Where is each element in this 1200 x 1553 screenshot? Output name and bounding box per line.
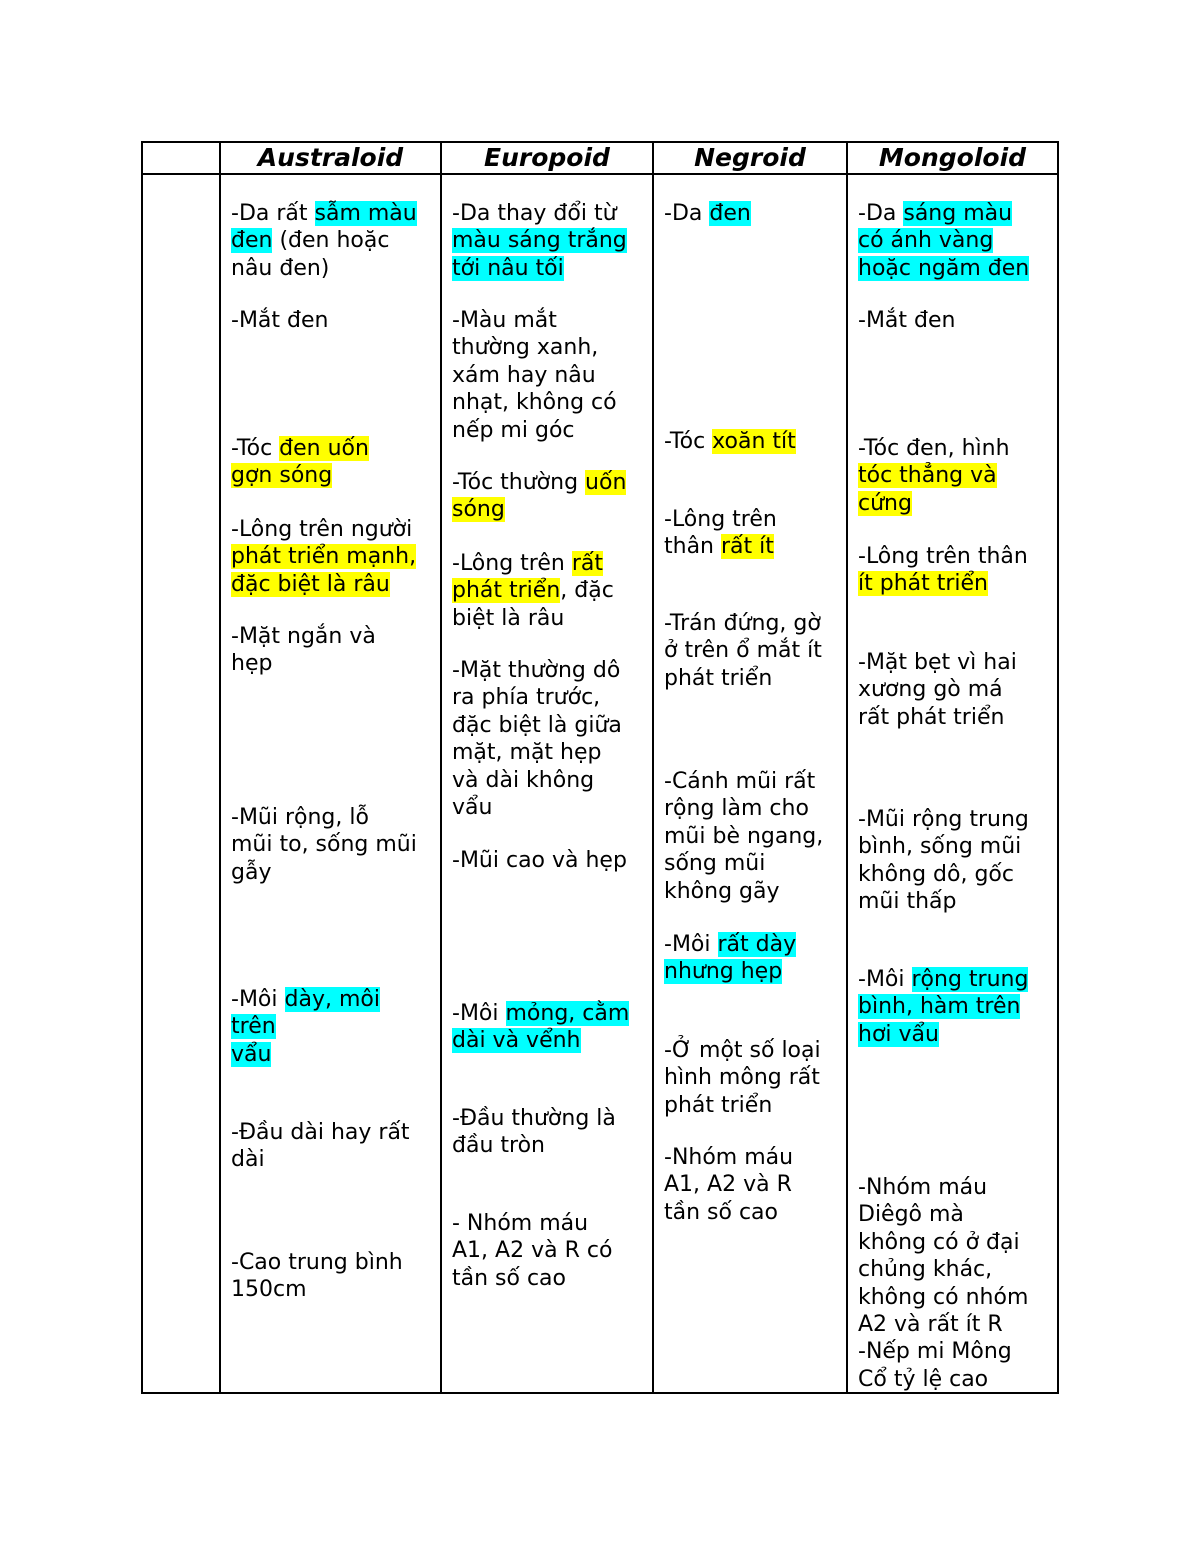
table-right-border xyxy=(1057,141,1059,1394)
mongoloid-trait-2 xyxy=(858,307,1057,334)
header-negroid: Negroid xyxy=(694,143,806,172)
australoid-trait-2 xyxy=(231,307,439,334)
trait-text: -Tóc đen, hình xyxy=(858,436,1010,461)
europoid-trait-5 xyxy=(452,657,652,821)
mongoloid-trait-6 xyxy=(858,806,1057,916)
trait-text: -Mũi rộng trung bình, sống mũi không dô, gốc mũi thấp xyxy=(858,807,1029,915)
trait-text: -Môi xyxy=(452,1001,506,1026)
negroid-trait-1 xyxy=(664,200,846,227)
trait-text: -Tóc thường xyxy=(452,470,586,495)
highlighted-text: mỏng, cằm dài và vểnh xyxy=(452,1001,630,1054)
europoid-trait-7 xyxy=(452,1000,652,1055)
mongoloid-trait-1 xyxy=(858,200,1057,282)
trait-text: -Môi xyxy=(664,932,718,957)
trait-text: -Ở một số loại hình mông rất phát triển xyxy=(664,1038,821,1118)
australoid-trait-1 xyxy=(231,200,439,282)
trait-text: -Mắt đen xyxy=(231,308,329,333)
australoid-trait-7 xyxy=(231,986,439,1068)
australoid-trait-5 xyxy=(231,623,439,678)
australoid-trait-3 xyxy=(231,435,439,490)
highlighted-text: rất phát triển xyxy=(452,551,603,604)
highlighted-text: đen uốn gợn sóng xyxy=(231,436,369,489)
trait-text: -Nhóm máu A1, A2 và R tần số cao xyxy=(664,1145,794,1225)
trait-text: -Lông trên người xyxy=(231,517,413,542)
trait-text: -Da xyxy=(858,201,904,226)
column-divider-3 xyxy=(652,141,654,1394)
mongoloid-trait-7 xyxy=(858,966,1057,1048)
highlighted-text: rất ít xyxy=(721,534,774,560)
trait-text: -Môi xyxy=(858,967,912,992)
trait-text: -Mũi cao và hẹp xyxy=(452,848,627,873)
trait-text: -Đầu thường là đầu tròn xyxy=(452,1106,616,1159)
trait-text: -Lông trên xyxy=(452,551,572,576)
trait-text: -Da rất xyxy=(231,201,315,226)
trait-text: -Cánh mũi rất rộng làm cho mũi bè ngang, sống mũi không gãy xyxy=(664,769,824,904)
negroid-trait-6 xyxy=(664,931,846,986)
trait-text: -Lông trên thân xyxy=(858,544,1028,569)
highlighted-text: đen xyxy=(709,201,751,226)
trait-text: -Tóc xyxy=(664,429,713,454)
column-divider-4 xyxy=(846,141,848,1394)
header-mongoloid: Mongoloid xyxy=(878,143,1027,172)
trait-text: -Nhóm máu Diêgô mà không có ở đại chủng khác, không có nhóm A2 và rất ít R -Nếp mi Mông Cổ tỷ lệ cao xyxy=(858,1175,1029,1392)
mongoloid-trait-5 xyxy=(858,649,1057,731)
negroid-trait-5 xyxy=(664,768,846,905)
trait-text: -Da thay đổi từ xyxy=(452,201,617,226)
highlighted-text: rộng trung bình, hàm trên hơi vẩu xyxy=(858,967,1029,1047)
negroid-trait-8 xyxy=(664,1144,846,1226)
europoid-trait-4 xyxy=(452,550,652,632)
trait-text: -Da xyxy=(664,201,710,226)
highlighted-text: sáng màu có ánh vàng hoặc ngăm đen xyxy=(858,201,1030,281)
negroid-trait-3 xyxy=(664,506,846,561)
mongoloid-trait-3 xyxy=(858,435,1057,517)
trait-text: -Đầu dài hay rất dài xyxy=(231,1120,410,1173)
trait-text: -Cao trung bình 150cm xyxy=(231,1250,403,1303)
highlighted-text: tóc thẳng và cứng xyxy=(858,463,997,516)
mongoloid-trait-8 xyxy=(858,1174,1057,1393)
header-bottom-border xyxy=(141,173,1059,175)
trait-text: -Mặt thường dô ra phía trước, đặc biệt là giữa mặt, mặt hẹp và dài không vẩu xyxy=(452,658,622,821)
trait-text: -Mặt ngắn và hẹp xyxy=(231,624,376,677)
table-left-border xyxy=(141,141,143,1394)
europoid-trait-8 xyxy=(452,1105,652,1160)
highlighted-text: màu sáng trắng tới nâu tối xyxy=(452,228,627,281)
australoid-trait-9 xyxy=(231,1249,439,1304)
trait-text: -Mũi rộng, lỗ mũi to, sống mũi gẫy xyxy=(231,805,417,885)
highlighted-text: ít phát triển xyxy=(858,571,989,597)
trait-text: -Mắt đen xyxy=(858,308,956,333)
header-europoid: Europoid xyxy=(484,143,610,172)
europoid-trait-2 xyxy=(452,307,652,444)
highlighted-text: uốn sóng xyxy=(452,470,627,523)
europoid-trait-6 xyxy=(452,847,652,874)
trait-text: -Lông trên thân xyxy=(664,507,777,560)
europoid-trait-9 xyxy=(452,1210,652,1292)
trait-text: -Tóc xyxy=(231,436,280,461)
highlighted-text: phát triển mạnh, đặc biệt là râu xyxy=(231,544,417,597)
europoid-trait-3 xyxy=(452,469,652,524)
highlighted-text: sẫm màu đen xyxy=(231,201,417,254)
australoid-trait-6 xyxy=(231,804,439,886)
column-divider-1 xyxy=(219,141,221,1394)
trait-text: -Mặt bẹt vì hai xương gò má rất phát triển xyxy=(858,650,1017,730)
highlighted-text: xoăn tít xyxy=(712,429,796,454)
trait-text: -Môi xyxy=(231,987,285,1012)
mongoloid-trait-4 xyxy=(858,543,1057,598)
column-divider-2 xyxy=(440,141,442,1394)
australoid-trait-8 xyxy=(231,1119,439,1174)
australoid-trait-4 xyxy=(231,516,439,598)
negroid-trait-7 xyxy=(664,1037,846,1119)
europoid-trait-1 xyxy=(452,200,652,282)
trait-text: (đen hoặc nâu đen) xyxy=(231,228,390,281)
header-australoid: Australoid xyxy=(257,143,404,172)
trait-text: , đặc biệt là râu xyxy=(452,578,614,631)
negroid-trait-2 xyxy=(664,428,846,455)
trait-text: - Nhóm máu A1, A2 và R có tần số cao xyxy=(452,1211,613,1291)
trait-text: -Trán đứng, gờ ở trên ổ mắt ít phát triển xyxy=(664,611,822,691)
negroid-trait-4 xyxy=(664,610,846,692)
highlighted-text: dày, môi trên vẩu xyxy=(231,987,380,1067)
highlighted-text: rất dày nhưng hẹp xyxy=(664,932,797,985)
trait-text: -Màu mắt thường xanh, xám hay nâu nhạt, không có nếp mi góc xyxy=(452,308,617,443)
